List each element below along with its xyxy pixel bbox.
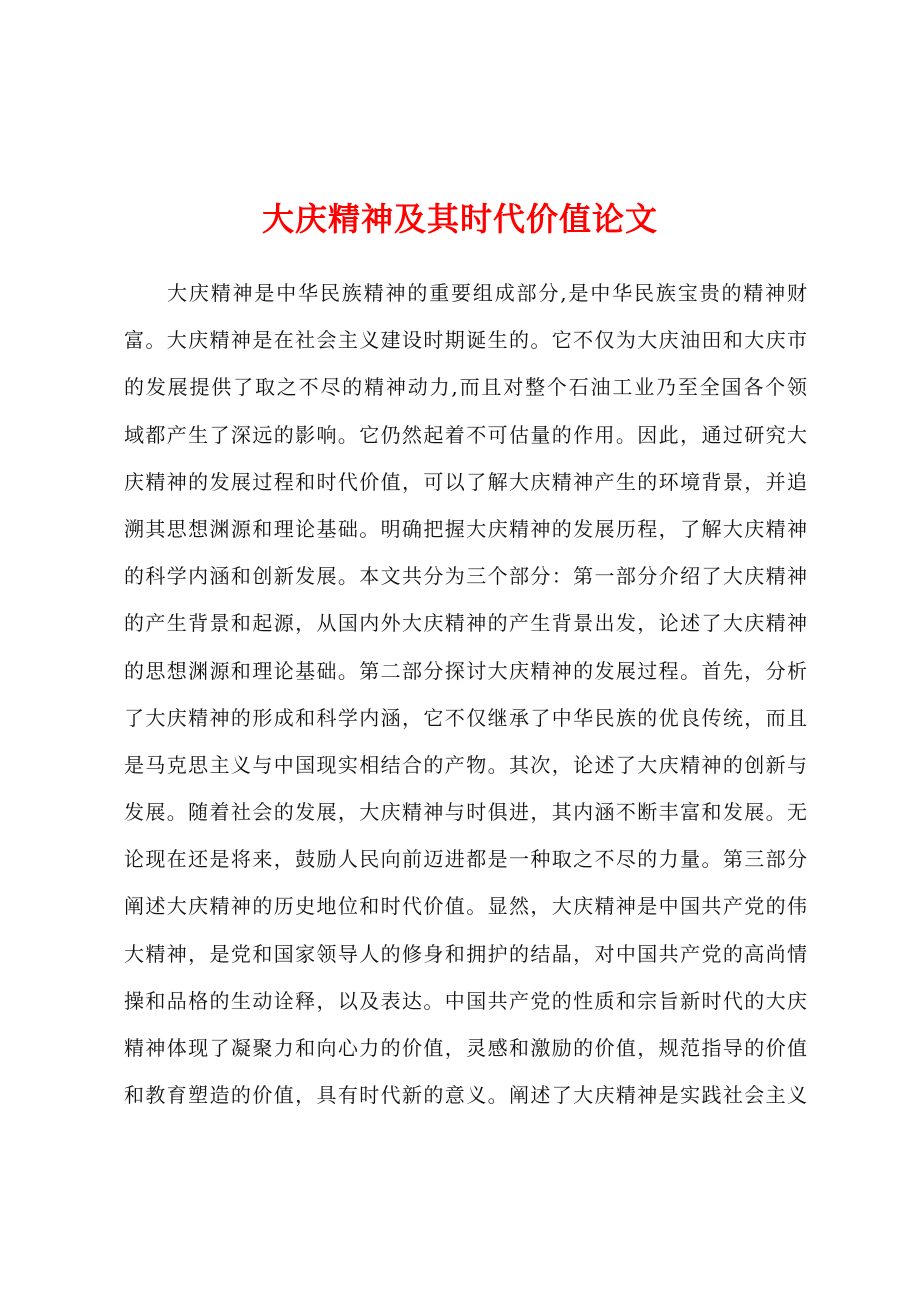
body-line: 富。大庆精神是在社会主义建设时期诞生的。它不仅为大庆油田和大庆市 bbox=[124, 328, 807, 353]
body-line: 了大庆精神的形成和科学内涵，它不仅继承了中华民族的优良传统，而且 bbox=[124, 705, 807, 730]
body-line: 阐述大庆精神的历史地位和时代价值。显然，大庆精神是中国共产党的伟 bbox=[124, 894, 807, 919]
body-line: 发展。随着社会的发展，大庆精神与时俱进，其内涵不断丰富和发展。无 bbox=[124, 800, 807, 825]
body-line: 的思想渊源和理论基础。第二部分探讨大庆精神的发展过程。首先，分析 bbox=[124, 658, 807, 683]
body-line: 的科学内涵和创新发展。本文共分为三个部分：第一部分介绍了大庆精神 bbox=[124, 564, 807, 589]
body-line: 操和品格的生动诠释，以及表达。中国共产党的性质和宗旨新时代的大庆 bbox=[124, 988, 807, 1013]
body-line: 大庆精神是中华民族精神的重要组成部分,是中华民族宝贵的精神财 bbox=[167, 281, 807, 305]
body-line: 大精神，是党和国家领导人的修身和拥护的结晶，对中国共产党的高尚情 bbox=[124, 941, 807, 966]
document-body bbox=[124, 270, 807, 1119]
body-line: 精神体现了凝聚力和向心力的价值，灵感和激励的价值，规范指导的价值 bbox=[124, 1036, 807, 1060]
body-line: 是马克思主义与中国现实相结合的产物。其次，论述了大庆精神的创新与 bbox=[124, 752, 807, 777]
body-line: 和教育塑造的价值，具有时代新的意义。阐述了大庆精神是实践社会主义 bbox=[124, 1083, 807, 1108]
document-title: 大庆精神及其时代价值论文 bbox=[261, 200, 658, 238]
body-line: 的产生背景和起源，从国内外大庆精神的产生背景出发，论述了大庆精神 bbox=[124, 611, 807, 636]
body-line: 庆精神的发展过程和时代价值，可以了解大庆精神产生的环境背景，并追 bbox=[124, 469, 807, 494]
body-line: 的发展提供了取之不尽的精神动力,而且对整个石油工业乃至全国各个领 bbox=[124, 375, 807, 400]
body-line: 论现在还是将来，鼓励人民向前迈进都是一种取之不尽的力量。第三部分 bbox=[124, 847, 807, 872]
body-line: 域都产生了深远的影响。它仍然起着不可估量的作用。因此，通过研究大 bbox=[124, 422, 807, 447]
body-line: 溯其思想渊源和理论基础。明确把握大庆精神的发展历程，了解大庆精神 bbox=[124, 516, 807, 541]
